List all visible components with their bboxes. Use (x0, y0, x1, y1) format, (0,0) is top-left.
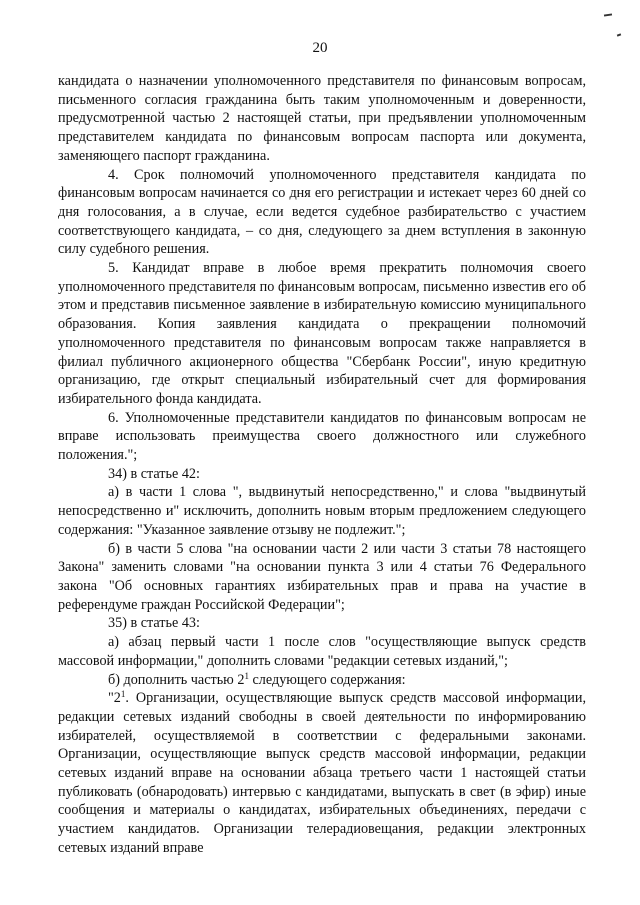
paragraph: 4. Срок полномочий уполномоченного представителя кандидата по финансовым вопросам начинается со дня его регистрации и истекает через 60 дней со дня голосования, а в случае, если ведется судебное разбирательство с участием соответствующего кандидата, – со дня, следующего за днем вступления в законную силу судебного решения. (58, 166, 586, 258)
scan-mark (604, 13, 612, 16)
superscript: 1 (244, 670, 249, 681)
paragraph (58, 671, 586, 690)
paragraph: 5. Кандидат вправе в любое время прекратить полномочия своего уполномоченного представителя по финансовым вопросам, письменно известив его об этом и представив письменное заявление в избирательную комиссию муниципального образования. Копия заявления кандидата о прекращении полномочий уполномоченного представителя по финансовым вопросам также направляется в филиал публичного акционерного общества "Сбербанк России", иную кредитную организацию, где открыт специальный избирательный счет для формирования избирательного фонда кандидата. (58, 260, 586, 407)
paragraph-text: "2 (108, 690, 121, 707)
superscript: 1 (120, 689, 126, 700)
paragraph: а) в части 1 слова ", выдвинутый непосредственно," и слова "выдвинутый непосредственно и" исключить, дополнить новым вторым предложением следующего содержания: "Указанное заявление отзыву не подлежит."; (58, 484, 586, 538)
page-number: 20 (312, 40, 328, 56)
scan-mark (617, 33, 621, 36)
paragraph: 6. Уполномоченные представители кандидатов по финансовым вопросам не вправе использовать преимущества своего должностного или служебного положения."; (58, 409, 586, 464)
paragraph: кандидата о назначении уполномоченного представителя по финансовым вопросам, письменного согласия гражданина быть таким уполномоченным и доверенности, предусмотренной частью 2 настоящей статьи, при предъявлении уполномоченным представителем кандидата по финансовым вопросам паспорта или документа, заменяющего паспорт гражданина. (58, 73, 586, 164)
document-body (58, 72, 586, 858)
paragraph: а) абзац первый части 1 после слов "осуществляющие выпуск средств массовой информации," дополнить словами "редакции сетевых изданий,"; (58, 634, 586, 669)
paragraph-text: . Организации, осуществляющие выпуск средств массовой информации, редакции сетевых изданий свободны в своей деятельности по информированию избирателей, осуществляемой в соответствии с федеральными законами. Организации, осуществляющие выпуск средств массовой информации, редакции сетевых изданий вправе на основании абзаца третьего части 1 настоящей статьи публиковать (обнародовать) интервью с кандидатами, выпускать в свет (в эфир) иные сообщения и материалы о кандидатах, избирательных объединениях, передачи с участием кандидатов. Организации телерадиовещания, редакции электронных сетевых изданий вправе (58, 690, 586, 856)
paragraph-text: б) дополнить частью 2 (108, 671, 245, 688)
paragraph: б) в части 5 слова "на основании части 2 или части 3 статьи 78 настоящего Закона" заменить словами "на основании пункта 3 или 4 статьи 76 Федерального закона "Об основных гарантиях избирательных прав и права на участие в референдуме граждан Российской Федерации"; (58, 540, 586, 613)
paragraph-text: следующего содержания: (248, 671, 406, 688)
paragraph (58, 689, 586, 857)
paragraph: 35) в статье 43: (108, 615, 200, 632)
paragraph: 34) в статье 42: (108, 465, 200, 482)
